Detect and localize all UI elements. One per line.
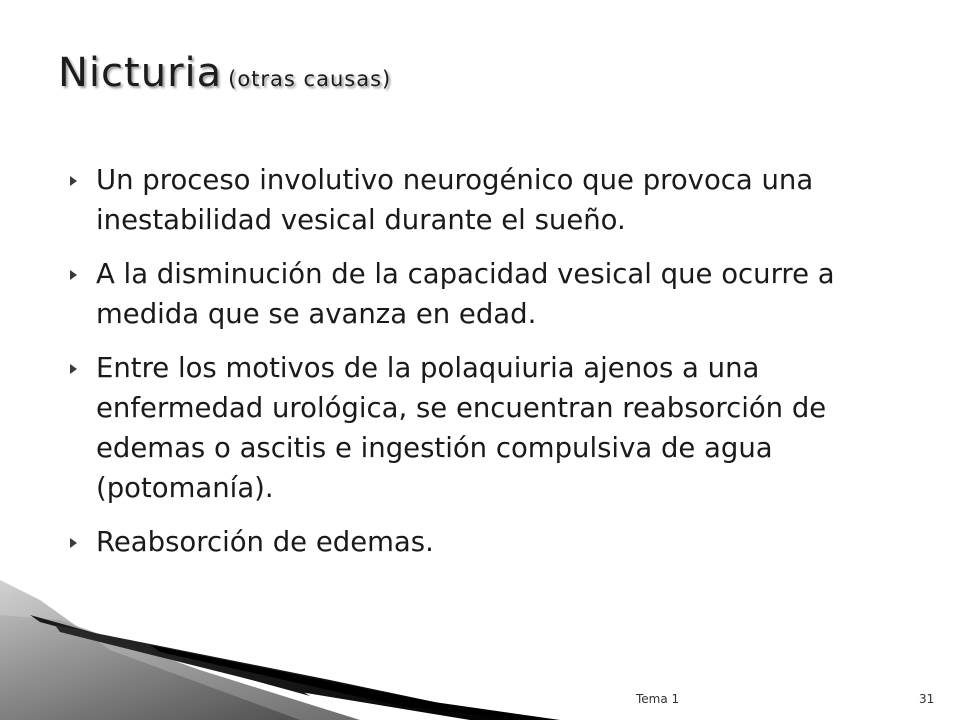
bullet-text: Entre los motivos de la polaquiuria ajenos a una enfermedad urológica, se encuentran reabsorción de edemas o ascitis e ingestión compulsiva de agua (potomanía). [96,352,827,504]
bullet-item [96,348,886,508]
bullet-text: A la disminución de la capacidad vesical que ocurre a medida que se avanza en edad. [96,258,835,330]
bullet-arrow-icon [70,538,77,548]
title-main: Nicturia [58,50,223,96]
bullet-arrow-icon [70,176,77,186]
bullet-text: Un proceso involutivo neurogénico que provoca una inestabilidad vesical durante el sueño. [96,164,814,236]
bullet-text: Reabsorción de edemas. [96,526,434,558]
bullet-arrow-icon [70,364,77,374]
bullet-arrow-icon [70,270,77,280]
title-subtitle: (otras causas) [228,67,392,91]
page-number: 31 [919,692,935,706]
bullet-item [96,160,886,240]
footer-label: Tema 1 [636,692,680,706]
swoosh-mid-band [0,615,360,720]
slide-title [58,50,391,96]
bullet-list [96,160,886,576]
decorative-swoosh [0,560,560,720]
bullet-item [96,254,886,334]
bullet-item [96,522,886,562]
